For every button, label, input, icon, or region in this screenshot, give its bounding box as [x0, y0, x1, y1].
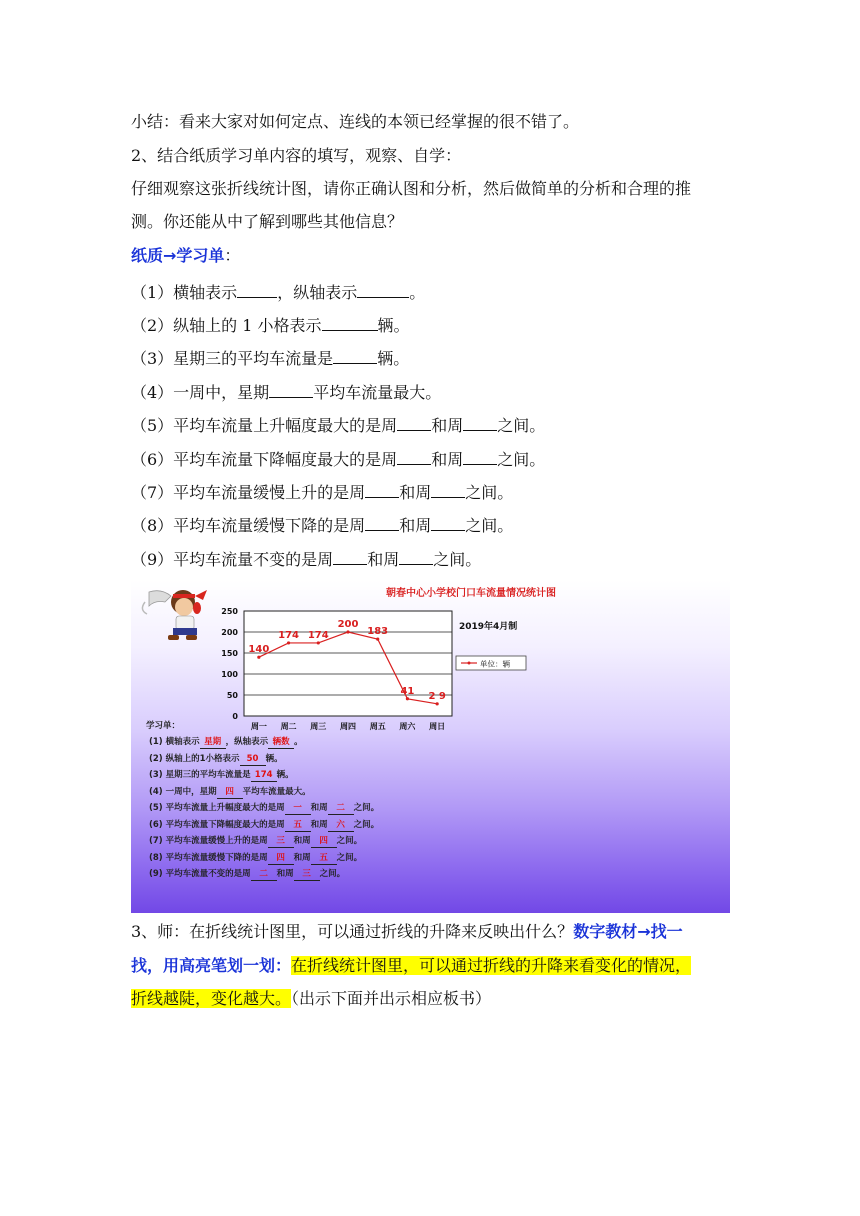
- highlighted-text-1: 在折线统计图里，可以通过折线的升降来看变化的情况，: [291, 956, 692, 975]
- q8-blank-1[interactable]: [365, 514, 399, 531]
- q6-text-a: （6）平均车流量下降幅度最大的是周: [131, 450, 398, 469]
- step2-paragraph-line1: 仔细观察这张折线统计图，请你正确认图和分析，然后做简单的分析和合理的推: [131, 179, 692, 198]
- fig-row-text: 之间。: [319, 869, 346, 879]
- fig-answer: 三: [294, 869, 320, 881]
- fig-worksheet-row: [149, 787, 311, 799]
- fig-row-text: 辆。: [265, 753, 283, 764]
- q2-blank[interactable]: [322, 314, 378, 331]
- highlight-instruction[interactable]: 找，用高亮笔划一划：: [131, 956, 292, 975]
- q9-text-a: （9）平均车流量不变的是周: [131, 550, 334, 569]
- data-point: [376, 638, 379, 641]
- fig-answer: 四: [217, 787, 243, 799]
- chart-title: 朝春中心小学校门口车流量情况统计图: [386, 588, 556, 599]
- fig-row-text: (8) 平均车流量缓慢下降的是周: [149, 852, 268, 863]
- q3-text-b: 辆。: [377, 349, 410, 368]
- q1-text-b: ，纵轴表示: [277, 283, 358, 302]
- question-2: [131, 314, 410, 337]
- data-label: 174: [278, 629, 300, 641]
- q7-text-a: （7）平均车流量缓慢上升的是周: [131, 483, 366, 502]
- fig-worksheet-title: 学习单：: [146, 721, 181, 731]
- fig-row-text: (2) 纵轴上的1小格表示: [149, 753, 240, 764]
- q7-text-b: 和周: [399, 483, 432, 502]
- q8-blank-2[interactable]: [431, 514, 465, 531]
- q9-text-c: 之间。: [433, 550, 482, 569]
- q7-blank-2[interactable]: [431, 481, 465, 498]
- step2-heading: 2、结合纸质学习单内容的填写，观察、自学：: [131, 146, 462, 165]
- fig-row-text: 。: [294, 737, 303, 747]
- q6-text-c: 之间。: [497, 450, 546, 469]
- x-tick-label: 周一: [250, 722, 267, 731]
- q3-text-a: （3）星期三的平均车流量是: [131, 349, 334, 368]
- q6-blank-2[interactable]: [463, 448, 497, 465]
- fig-row-text: (6) 平均车流量下降幅度最大的是周: [149, 819, 285, 830]
- q5-text-c: 之间。: [497, 416, 546, 435]
- fig-answer: 二: [328, 803, 354, 815]
- data-point: [406, 697, 409, 700]
- q1-text-a: （1）横轴表示: [131, 283, 238, 302]
- fig-row-text: 之间。: [336, 836, 363, 846]
- fig-answer: 五: [285, 820, 311, 832]
- fig-row-text: (9) 平均车流量不变的是周: [149, 869, 251, 879]
- data-label: 41: [400, 685, 415, 697]
- q1-blank-1[interactable]: [237, 281, 277, 298]
- q7-blank-1[interactable]: [365, 481, 399, 498]
- highlighted-text-2: 折线越陡，变化越大。: [131, 989, 292, 1008]
- fig-answer: 二: [251, 869, 277, 881]
- data-point: [317, 641, 320, 644]
- fig-row-text: (3) 星期三的平均车流量是: [149, 770, 251, 780]
- y-tick-label: 150: [221, 649, 238, 658]
- summary-text: 小结：看来大家对如何定点、连线的本领已经掌握的很不错了。: [131, 112, 580, 131]
- data-label: 200: [337, 619, 359, 630]
- worksheet-colon: ：: [224, 246, 241, 265]
- fig-row-text: 之间。: [336, 852, 363, 863]
- fig-row-text: 和周: [310, 819, 328, 830]
- question-1: [131, 281, 425, 304]
- fig-worksheet-row: [149, 869, 345, 881]
- fig-answer: 一: [285, 803, 311, 815]
- y-tick-label: 50: [226, 691, 238, 700]
- question-7: [131, 481, 513, 504]
- fig-row-text: 和周: [293, 836, 311, 846]
- q2-text-a: （2）纵轴上的 1 小格表示: [131, 316, 322, 335]
- x-tick-label: 周日: [429, 722, 446, 731]
- fig-row-text: 和周: [276, 869, 294, 879]
- q9-blank-1[interactable]: [333, 548, 367, 565]
- data-point: [346, 630, 349, 633]
- q5-text-b: 和周: [431, 416, 464, 435]
- x-tick-label: 周五: [369, 722, 386, 731]
- fig-row-text: 平均车流量最大。: [242, 786, 311, 797]
- q4-blank[interactable]: [269, 381, 313, 398]
- fig-answer: 50: [240, 754, 266, 766]
- data-label: 140: [248, 644, 270, 656]
- q9-text-b: 和周: [367, 550, 400, 569]
- fig-row-text: 之间。: [353, 819, 380, 830]
- y-tick-label: 250: [221, 607, 238, 616]
- fig-row-text: (1) 横轴表示: [149, 737, 200, 747]
- worksheet-figure: [131, 580, 730, 913]
- chart-legend-text: 单位：辆: [480, 659, 510, 669]
- q8-text-a: （8）平均车流量缓慢下降的是周: [131, 516, 366, 535]
- q6-text-b: 和周: [431, 450, 464, 469]
- data-point: [436, 702, 439, 705]
- fig-row-text: (7) 平均车流量缓慢上升的是周: [149, 836, 268, 846]
- x-tick-label: 周六: [399, 722, 416, 731]
- q4-text-b: 平均车流量最大。: [313, 383, 442, 402]
- q8-text-b: 和周: [399, 516, 432, 535]
- question-3: [131, 347, 409, 370]
- chart-date-note: 2019年4月制: [459, 622, 518, 632]
- question-4: [131, 381, 441, 404]
- fig-row-text: 和周: [310, 803, 328, 813]
- step3-line3: [131, 988, 491, 1010]
- fig-answer: 辆数: [268, 737, 294, 749]
- fig-worksheet-row: [149, 803, 379, 815]
- q6-blank-1[interactable]: [397, 448, 431, 465]
- fig-row-text: (5) 平均车流量上升幅度最大的是周: [149, 803, 285, 813]
- step3-line2: [131, 955, 691, 977]
- fig-worksheet-row: [149, 836, 362, 848]
- q4-text-a: （4）一周中，星期: [131, 383, 270, 402]
- q1-text-c: 。: [409, 283, 426, 302]
- fig-worksheet-row: [149, 820, 379, 832]
- question-9: [131, 548, 481, 571]
- q1-blank-2[interactable]: [357, 281, 409, 298]
- data-label: 174: [307, 629, 329, 641]
- legend-marker: [468, 662, 471, 665]
- fig-answer: 三: [268, 836, 294, 848]
- fig-answer: 六: [328, 820, 354, 832]
- fig-answer: 四: [268, 853, 294, 865]
- step3-line1-text: 3、师：在折线统计图里，可以通过折线的升降来反映出什么？: [131, 922, 574, 941]
- question-5: [131, 414, 545, 437]
- question-6: [131, 448, 545, 471]
- data-label: 183: [367, 626, 389, 638]
- fig-worksheet-row: [149, 853, 362, 865]
- fig-answer: 四: [311, 836, 337, 848]
- data-point: [257, 656, 260, 659]
- step3-note: （出示下面并出示相应板书）: [291, 989, 492, 1008]
- step2-paragraph-line2: 测。你还能从中了解到哪些其他信息？: [131, 212, 404, 231]
- worksheet-label[interactable]: 纸质→学习单: [131, 246, 225, 265]
- q3-blank[interactable]: [333, 347, 377, 364]
- q7-text-c: 之间。: [465, 483, 514, 502]
- q8-text-c: 之间。: [465, 516, 514, 535]
- fig-row-text: (4) 一周中，星期: [149, 786, 217, 797]
- y-tick-label: 100: [221, 670, 238, 679]
- x-tick-label: 周二: [280, 722, 297, 731]
- fig-row-text: 之间。: [353, 803, 380, 813]
- x-tick-label: 周三: [310, 722, 327, 731]
- fig-row-text: ，纵轴表示: [225, 737, 269, 747]
- fig-worksheet-row: [149, 770, 294, 782]
- q5-blank-1[interactable]: [397, 414, 431, 431]
- question-8: [131, 514, 513, 537]
- q5-text-a: （5）平均车流量上升幅度最大的是周: [131, 416, 398, 435]
- worksheet-label-line: [131, 245, 240, 267]
- fig-worksheet-row: [149, 737, 303, 749]
- q9-blank-2[interactable]: [399, 548, 433, 565]
- q5-blank-2[interactable]: [463, 414, 497, 431]
- y-tick-label: 0: [232, 712, 238, 721]
- fig-answer: 星期: [200, 737, 226, 749]
- fig-answer: 174: [251, 770, 277, 782]
- q2-text-b: 辆。: [377, 316, 410, 335]
- digital-textbook-link[interactable]: 数字教材→找一: [573, 922, 683, 941]
- y-tick-label: 200: [221, 628, 238, 637]
- data-point: [287, 641, 290, 644]
- fig-row-text: 和周: [293, 852, 311, 863]
- fig-worksheet-row: [149, 754, 283, 766]
- cartoon-boy-icon: [142, 590, 207, 640]
- fig-answer: 五: [311, 853, 337, 865]
- fig-row-text: 辆。: [276, 770, 294, 780]
- x-tick-label: 周四: [340, 722, 356, 731]
- step3-line1: [131, 921, 683, 943]
- data-label: 2 9: [428, 690, 446, 702]
